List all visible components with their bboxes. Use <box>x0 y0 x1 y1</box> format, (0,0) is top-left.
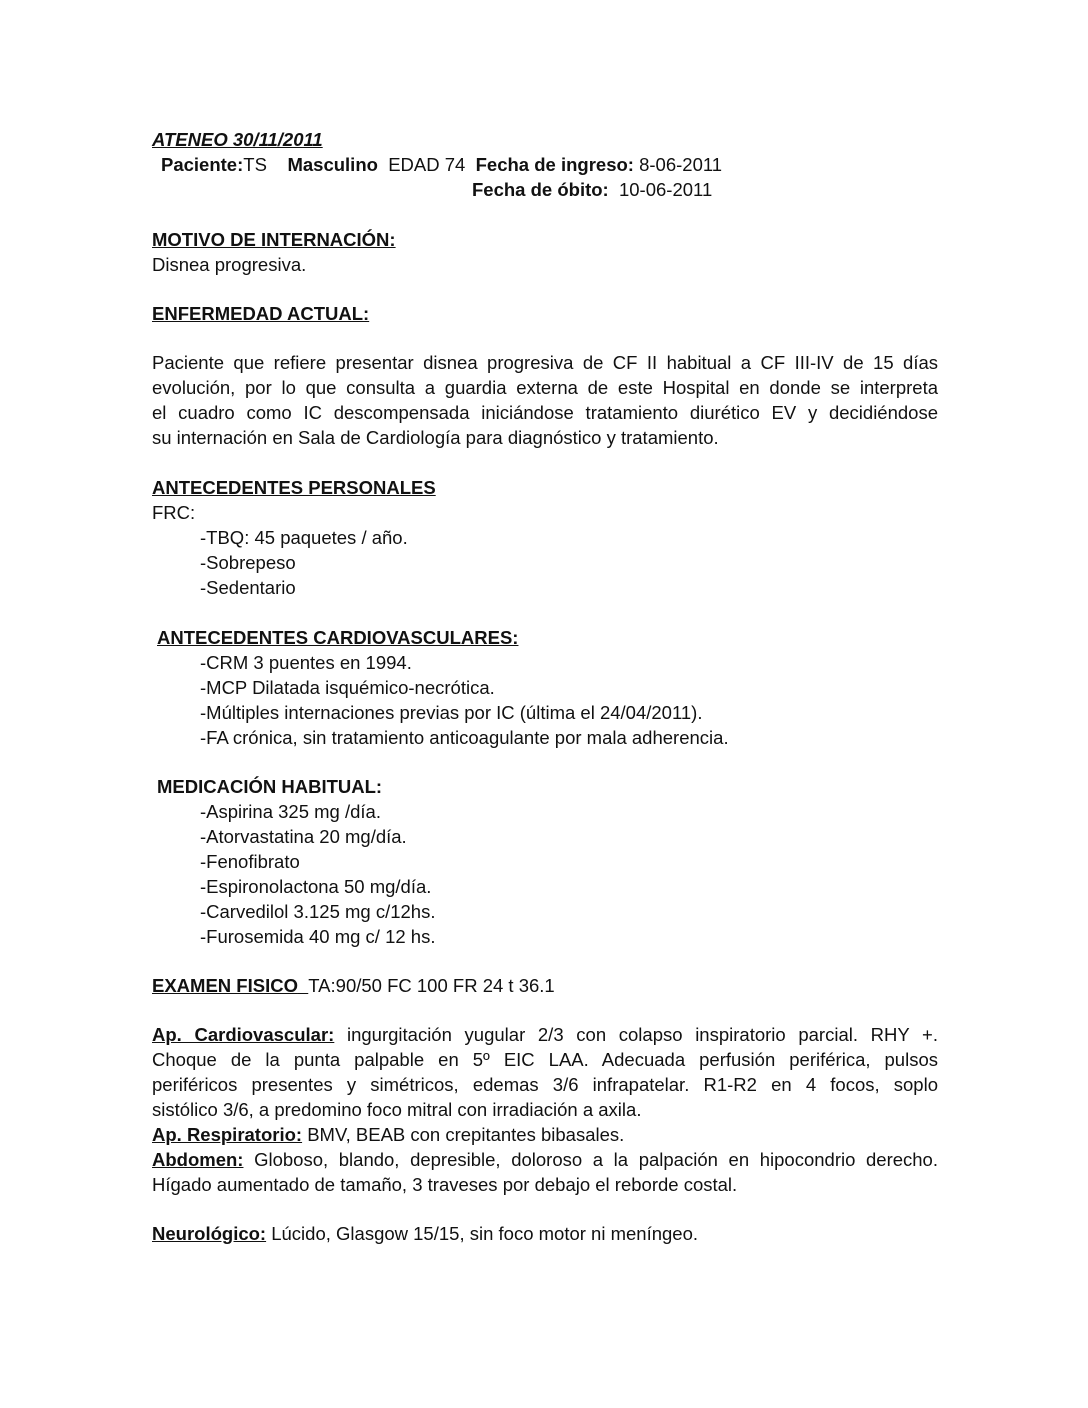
list-item: -MCP Dilatada isquémico-necrótica. <box>200 677 495 698</box>
respiratorio-label: Ap. Respiratorio: <box>152 1124 303 1145</box>
admission-date-value: 8-06-2011 <box>639 154 723 175</box>
examen-line <box>152 973 555 998</box>
abdomen-label: Abdomen: <box>152 1149 244 1170</box>
paragraph-line: Hígado aumentado de tamaño, 3 traveses por debajo el reborde costal. <box>152 1174 738 1195</box>
paragraph-line: sistólico 3/6, a predomino foco mitral con irradiación a axila. <box>152 1099 642 1120</box>
cardiovascular-label: Ap. Cardiovascular: <box>152 1024 335 1045</box>
list-item: -Aspirina 325 mg /día. <box>200 801 381 822</box>
paragraph-line: el cuadro como IC descompensada iniciándose tratamiento diurético EV y decidiéndose <box>152 402 938 423</box>
document-title: ATENEO 30/11/2011 <box>152 129 323 150</box>
list-item: -Carvedilol 3.125 mg c/12hs. <box>200 901 436 922</box>
section-heading-antecedentes-cardiovasculares: ANTECEDENTES CARDIOVASCULARES: <box>157 627 519 648</box>
frc-label: FRC: <box>152 502 196 523</box>
death-date-label: Fecha de óbito: <box>472 179 609 200</box>
section-heading-enfermedad: ENFERMEDAD ACTUAL: <box>152 303 370 324</box>
death-date-line <box>472 177 712 202</box>
list-item: -FA crónica, sin tratamiento anticoagulante por mala adherencia. <box>200 727 729 748</box>
patient-line <box>161 152 722 177</box>
list-item: -Espironolactona 50 mg/día. <box>200 876 432 897</box>
respiratorio-text: BMV, BEAB con crepitantes bibasales. <box>302 1124 625 1145</box>
abdomen-paragraph <box>152 1147 938 1197</box>
list-item: -TBQ: 45 paquetes / año. <box>200 527 408 548</box>
list-item: -Furosemida 40 mg c/ 12 hs. <box>200 926 436 947</box>
neurologico-line <box>152 1221 698 1246</box>
list-item: -Fenofibrato <box>200 851 300 872</box>
neurologico-text: Lúcido, Glasgow 15/15, sin foco motor ni meníngeo. <box>266 1223 699 1244</box>
patient-sex: Masculino <box>287 154 378 175</box>
paragraph-line: Choque de la punta palpable en 5º EIC LAA. Adecuada perfusión periférica, pulsos <box>152 1049 938 1070</box>
motivo-text: Disnea progresiva. <box>152 254 307 275</box>
list-item: -Sobrepeso <box>200 552 296 573</box>
section-heading-antecedentes-personales: ANTECEDENTES PERSONALES <box>152 477 436 498</box>
neurologico-label: Neurológico: <box>152 1223 267 1244</box>
list-item: -Múltiples internaciones previas por IC (última el 24/04/2011). <box>200 702 703 723</box>
section-heading-examen: EXAMEN FISICO <box>152 975 298 996</box>
paragraph-line: periféricos presentes y simétricos, edemas 3/6 infrapatelar. R1-R2 en 4 focos, soplo <box>152 1074 938 1095</box>
enfermedad-paragraph <box>152 350 938 450</box>
vitals-text: TA:90/50 FC 100 FR 24 t 36.1 <box>308 975 555 996</box>
section-heading-medicacion: MEDICACIÓN HABITUAL: <box>157 776 383 797</box>
list-item: -CRM 3 puentes en 1994. <box>200 652 412 673</box>
patient-age: EDAD 74 <box>388 154 466 175</box>
paragraph-line: evolución, por lo que consulta a guardia externa de este Hospital en donde se interpreta <box>152 377 938 398</box>
admission-date-label: Fecha de ingreso: <box>475 154 634 175</box>
paragraph-line: ingurgitación yugular 2/3 con colapso inspiratorio parcial. RHY +. <box>334 1024 938 1045</box>
cardiovascular-paragraph <box>152 1022 938 1122</box>
list-item: -Atorvastatina 20 mg/día. <box>200 826 407 847</box>
list-item: -Sedentario <box>200 577 296 598</box>
patient-label: Paciente: <box>161 154 244 175</box>
death-date-value: 10-06-2011 <box>618 179 713 200</box>
paragraph-line: Paciente que refiere presentar disnea progresiva de CF II habitual a CF III-IV de 15 días <box>152 352 938 373</box>
patient-value: TS <box>243 154 267 175</box>
section-heading-motivo: MOTIVO DE INTERNACIÓN: <box>152 229 396 250</box>
respiratorio-line <box>152 1122 624 1147</box>
paragraph-line: su internación en Sala de Cardiología para diagnóstico y tratamiento. <box>152 427 719 448</box>
paragraph-line: Globoso, blando, depresible, doloroso a la palpación en hipocondrio derecho. <box>243 1149 938 1170</box>
